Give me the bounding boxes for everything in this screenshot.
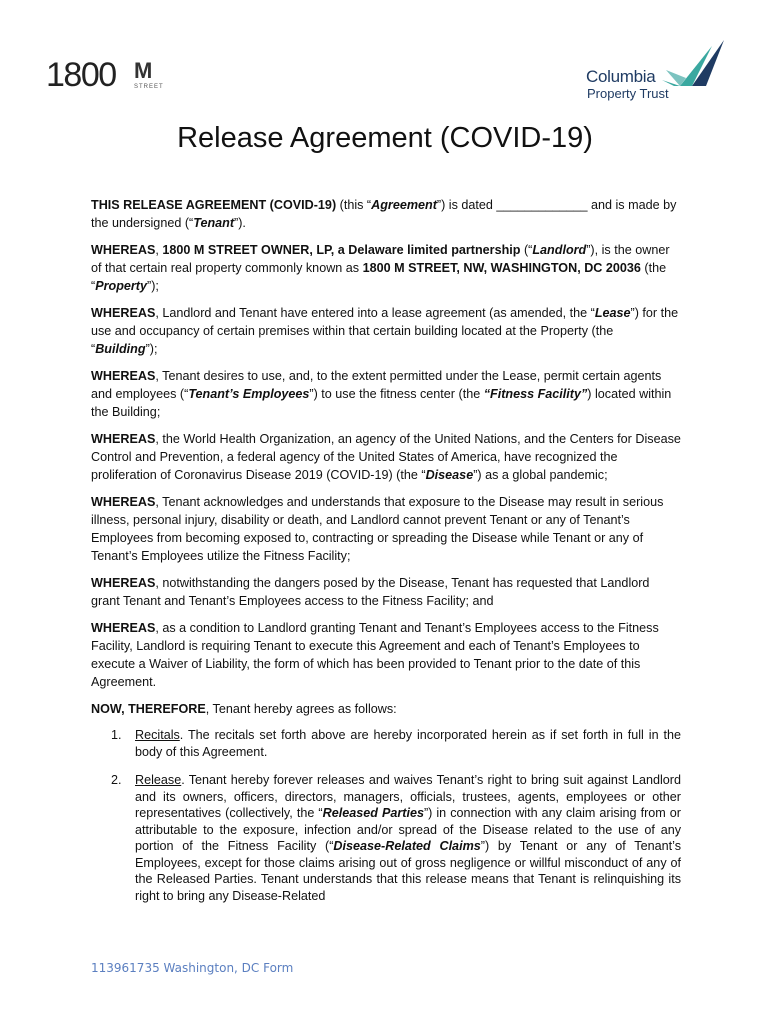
logo-word: STREET (134, 84, 164, 90)
clause-text: . The recitals set forth above are hereby incorporated herein as if set forth in full in the body of this Agreement. (135, 728, 681, 759)
clause-list (91, 727, 681, 904)
clause-number: 1. (111, 728, 122, 742)
paragraph-now-therefore (91, 700, 681, 718)
p4-text-1: , Tenant desires to use, and, to the extent permitted under the Lease, permit certain agents and employees (“ (91, 369, 662, 401)
p2-text-1: , (155, 243, 163, 257)
p4-employees: Tenant’s Employees (188, 387, 310, 401)
p4-lead: WHEREAS (91, 369, 156, 383)
p3-lead: WHEREAS (91, 306, 156, 320)
p2-text-5: ”); (147, 279, 159, 293)
clause-release (91, 772, 681, 904)
paragraph-whereas-exposure (91, 493, 681, 565)
p1-text-3: ”). (234, 216, 246, 230)
columbia-mark-icon (662, 40, 724, 86)
p2-owner: 1800 M STREET OWNER, LP, a Delaware limited partnership (162, 243, 521, 257)
logo-subtitle: Property Trust (587, 86, 669, 101)
p5-text-1: , the World Health Organization, an agency of the United Nations, and the Centers for Disease Control and Prevention, a federal agency of the United States of America, have recognized the proliferation of Coronavirus Disease 2019 (COVID-19) (the “ (91, 432, 681, 482)
p9-text-1: , Tenant hereby agrees as follows: (205, 702, 397, 716)
logo-name: Columbia (586, 67, 656, 86)
paragraph-intro (91, 196, 681, 232)
p4-text-2: ”) to use the fitness center (the (309, 387, 484, 401)
p5-text-2: ”) as a global pandemic; (473, 468, 608, 482)
p3-text-2: ”) for the use and occupancy of certain premises within that certain building located at the Property (the “ (91, 306, 679, 356)
p2-text-2: (“ (520, 243, 533, 257)
p3-text-1: , Landlord and Tenant have entered into a lease agreement (as amended, the “ (155, 306, 595, 320)
paragraph-whereas-fitness (91, 367, 681, 421)
p2-address: 1800 M STREET, NW, WASHINGTON, DC 20036 (362, 261, 641, 275)
logo-letter: M (134, 58, 152, 83)
clause-number: 2. (111, 773, 122, 787)
clause-disease-claims: Disease-Related Claims (333, 839, 481, 853)
p1-lead: THIS RELEASE AGREEMENT (COVID-19) (91, 198, 337, 212)
p3-text-3: ”); (145, 342, 158, 356)
p1-tenant: Tenant (193, 216, 235, 230)
p1-text-2: ”) is dated _____________ and is made by the undersigned (“ (91, 198, 677, 230)
p2-text-4: (the “ (91, 261, 667, 293)
paragraph-whereas-condition (91, 619, 681, 691)
clause-heading: Recitals (135, 728, 180, 742)
document-body (91, 196, 681, 916)
p8-text-1: , as a condition to Landlord granting Tenant and Tenant’s Employees access to the Fitness Facility, Landlord is requiring Tenant to execute this Agreement and each of Tenant’s Employees to execute a Waiver of Liability, the form of which has been provided to Tenant prior to the date of this Agreement. (91, 621, 659, 689)
p1-text-1: (this “ (336, 198, 372, 212)
p2-text-3: ”), is the owner of that certain real property commonly known as (91, 243, 670, 275)
p7-lead: WHEREAS (91, 576, 156, 590)
p2-landlord: Landlord (532, 243, 587, 257)
p4-text-3: ) located within the Building; (91, 387, 672, 419)
document-footer: 113961735 Washington, DC Form (91, 961, 294, 975)
clause-text-1: . Tenant hereby forever releases and waives Tenant’s right to bring suit against Landlord and its owners, officers, directors, managers, officials, trustees, agents, employees or other representatives (collectively, the “ (135, 773, 681, 820)
paragraph-whereas-owner (91, 241, 681, 295)
p6-text-1: , Tenant acknowledges and understands that exposure to the Disease may result in serious illness, personal injury, disability or death, and Landlord cannot prevent Tenant or any of Tenant’s Employees from becoming exposed to, contracting or spreading the Disease while Tenant or any of Tenant’s Employees utilize the Fitness Facility; (91, 495, 664, 563)
p6-lead: WHEREAS (91, 495, 156, 509)
paragraph-whereas-pandemic (91, 430, 681, 484)
columbia-property-trust-logo (586, 40, 726, 106)
p5-lead: WHEREAS (91, 432, 156, 446)
p2-lead: WHEREAS (91, 243, 156, 257)
p5-disease: Disease (425, 468, 474, 482)
clause-text-3: ”) by Tenant or any of Tenant’s Employees, except for those claims arising out of gross negligence or willful misconduct of any of the Released Parties. Tenant understands that this release means that Tenant is relinquishing its right to bring any Disease-Related (135, 839, 681, 903)
clause-heading: Release (135, 773, 182, 787)
logo-number: 1800 (46, 56, 116, 94)
p7-text-1: , notwithstanding the dangers posed by the Disease, Tenant has requested that Landlord grant Tenant and Tenant’s Employees access to the Fitness Facility; and (91, 576, 650, 608)
p9-lead: NOW, THEREFORE (91, 702, 206, 716)
p2-property: Property (95, 279, 147, 293)
p3-building: Building (95, 342, 146, 356)
paragraph-whereas-request (91, 574, 681, 610)
1800-m-street-logo (46, 56, 176, 96)
p8-lead: WHEREAS (91, 621, 156, 635)
clause-text-2: ”) in connection with any claim arising from or attributable to the exposure, infection and/or spread of the Disease related to the use of any portion of the Fitness Facility (“ (135, 806, 681, 853)
paragraph-whereas-lease (91, 304, 681, 358)
p3-lease: Lease (594, 306, 631, 320)
clause-released-parties: Released Parties (322, 806, 424, 820)
clause-recitals (91, 727, 681, 760)
p1-agreement: Agreement (371, 198, 437, 212)
document-title: Release Agreement (COVID-19) (177, 122, 593, 154)
p4-facility: “Fitness Facility” (483, 387, 588, 401)
